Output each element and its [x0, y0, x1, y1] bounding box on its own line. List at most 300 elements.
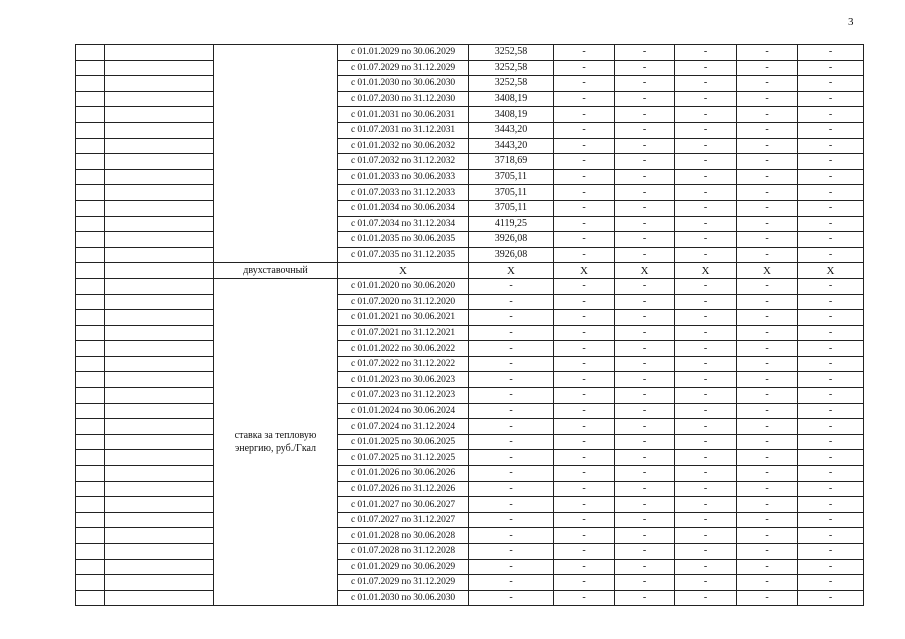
name-cell [105, 122, 214, 138]
dash-cell: - [737, 45, 798, 61]
dash-cell: - [615, 544, 675, 560]
value-cell: - [469, 403, 554, 419]
number-cell [76, 590, 105, 606]
dash-cell: - [798, 107, 864, 123]
dash-cell: - [737, 419, 798, 435]
dash-cell: - [615, 388, 675, 404]
dash-cell: - [675, 372, 737, 388]
dash-cell: - [798, 76, 864, 92]
value-cell: - [469, 325, 554, 341]
name-cell [105, 528, 214, 544]
dash-cell: - [554, 310, 615, 326]
dash-cell: - [737, 138, 798, 154]
dash-cell: - [737, 481, 798, 497]
dash-cell: - [798, 232, 864, 248]
dash-cell: - [675, 559, 737, 575]
value-cell: - [469, 528, 554, 544]
dash-cell: - [798, 154, 864, 170]
dash-cell: - [737, 122, 798, 138]
dash-cell: - [798, 512, 864, 528]
table-row [76, 403, 864, 419]
number-cell [76, 138, 105, 154]
name-cell [105, 91, 214, 107]
period-cell: с 01.07.2020 по 31.12.2020 [338, 294, 469, 310]
dash-cell: - [615, 528, 675, 544]
dash-cell: - [675, 356, 737, 372]
dash-cell: - [675, 185, 737, 201]
dash-cell: - [675, 575, 737, 591]
value-cell: - [469, 575, 554, 591]
dash-cell: - [615, 185, 675, 201]
table-row [76, 528, 864, 544]
dash-cell: - [675, 512, 737, 528]
dash-cell: - [737, 232, 798, 248]
dash-cell: - [798, 590, 864, 606]
dash-cell: - [615, 450, 675, 466]
value-cell: 3252,58 [469, 45, 554, 61]
period-cell: с 01.01.2028 по 30.06.2028 [338, 528, 469, 544]
dash-cell: - [675, 91, 737, 107]
dash-cell: - [798, 138, 864, 154]
number-cell [76, 294, 105, 310]
period-cell: с 01.07.2024 по 31.12.2024 [338, 419, 469, 435]
x-mark-cell: Х [554, 263, 615, 279]
dash-cell: - [554, 403, 615, 419]
number-cell [76, 310, 105, 326]
dash-cell: - [798, 185, 864, 201]
name-cell [105, 590, 214, 606]
period-cell: с 01.07.2031 по 31.12.2031 [338, 122, 469, 138]
dash-cell: - [675, 169, 737, 185]
name-cell [105, 185, 214, 201]
dash-cell: - [737, 466, 798, 482]
dash-cell: - [798, 450, 864, 466]
dash-cell: - [737, 278, 798, 294]
dash-cell: - [615, 434, 675, 450]
name-cell [105, 497, 214, 513]
name-cell [105, 434, 214, 450]
dash-cell: - [554, 91, 615, 107]
table-row [76, 247, 864, 263]
number-cell [76, 512, 105, 528]
period-cell: с 01.01.2030 по 30.06.2030 [338, 76, 469, 92]
x-mark-cell: Х [469, 263, 554, 279]
value-cell: - [469, 512, 554, 528]
dash-cell: - [554, 185, 615, 201]
number-cell [76, 403, 105, 419]
table-row [76, 388, 864, 404]
period-cell: с 01.01.2025 по 30.06.2025 [338, 434, 469, 450]
dash-cell: - [798, 91, 864, 107]
value-cell: 3408,19 [469, 91, 554, 107]
value-cell: 4119,25 [469, 216, 554, 232]
period-cell: с 01.01.2031 по 30.06.2031 [338, 107, 469, 123]
name-cell [105, 294, 214, 310]
table-row [76, 310, 864, 326]
period-cell: с 01.01.2033 по 30.06.2033 [338, 169, 469, 185]
period-cell: с 01.07.2029 по 31.12.2029 [338, 60, 469, 76]
table-row [76, 450, 864, 466]
dash-cell: - [554, 497, 615, 513]
dash-cell: - [737, 154, 798, 170]
dash-cell: - [675, 138, 737, 154]
dash-cell: - [615, 138, 675, 154]
rate-label-cell: ставка за тепловую энергию, руб./Гкал [214, 278, 338, 605]
dash-cell: - [675, 419, 737, 435]
name-cell [105, 419, 214, 435]
number-cell [76, 154, 105, 170]
x-mark-cell: Х [737, 263, 798, 279]
dash-cell: - [554, 356, 615, 372]
table-row [76, 372, 864, 388]
dash-cell: - [737, 434, 798, 450]
number-cell [76, 575, 105, 591]
dash-cell: - [675, 76, 737, 92]
dash-cell: - [675, 466, 737, 482]
period-cell: с 01.07.2028 по 31.12.2028 [338, 544, 469, 560]
number-cell [76, 388, 105, 404]
dash-cell: - [737, 590, 798, 606]
dash-cell: - [615, 200, 675, 216]
dash-cell: - [615, 154, 675, 170]
value-cell: 3718,69 [469, 154, 554, 170]
dash-cell: - [675, 434, 737, 450]
table-row [76, 278, 864, 294]
dash-cell: - [554, 590, 615, 606]
dash-cell: - [554, 138, 615, 154]
dash-cell: - [798, 200, 864, 216]
dash-cell: - [675, 45, 737, 61]
number-cell [76, 232, 105, 248]
dash-cell: - [798, 466, 864, 482]
value-cell: 3926,08 [469, 247, 554, 263]
period-cell: с 01.07.2035 по 31.12.2035 [338, 247, 469, 263]
dash-cell: - [554, 278, 615, 294]
dash-cell: - [798, 247, 864, 263]
period-cell: с 01.07.2034 по 31.12.2034 [338, 216, 469, 232]
dash-cell: - [737, 91, 798, 107]
dash-cell: - [798, 216, 864, 232]
name-cell [105, 388, 214, 404]
value-cell: 3443,20 [469, 122, 554, 138]
dash-cell: - [675, 590, 737, 606]
table-row [76, 294, 864, 310]
dash-cell: - [737, 403, 798, 419]
dash-cell: - [675, 60, 737, 76]
period-cell: с 01.01.2029 по 30.06.2029 [338, 45, 469, 61]
dash-cell: - [615, 278, 675, 294]
period-cell: с 01.07.2029 по 31.12.2029 [338, 575, 469, 591]
dash-cell: - [737, 76, 798, 92]
table-row [76, 200, 864, 216]
dash-cell: - [554, 481, 615, 497]
dash-cell: - [737, 372, 798, 388]
dash-cell: - [675, 107, 737, 123]
name-cell [105, 263, 214, 279]
number-cell [76, 60, 105, 76]
dash-cell: - [554, 232, 615, 248]
dash-cell: - [675, 481, 737, 497]
period-cell: с 01.07.2023 по 31.12.2023 [338, 388, 469, 404]
dash-cell: - [554, 466, 615, 482]
number-cell [76, 372, 105, 388]
dash-cell: - [554, 45, 615, 61]
table-row [76, 76, 864, 92]
value-cell: 3926,08 [469, 232, 554, 248]
value-cell: 3443,20 [469, 138, 554, 154]
name-cell [105, 247, 214, 263]
dash-cell: - [798, 575, 864, 591]
period-cell: с 01.01.2024 по 30.06.2024 [338, 403, 469, 419]
value-cell: - [469, 590, 554, 606]
dash-cell: - [675, 294, 737, 310]
value-cell: - [469, 294, 554, 310]
dash-cell: - [615, 294, 675, 310]
dash-cell: - [737, 544, 798, 560]
name-cell [105, 372, 214, 388]
dash-cell: - [554, 512, 615, 528]
table-row [76, 575, 864, 591]
table-row [76, 466, 864, 482]
dash-cell: - [675, 325, 737, 341]
value-cell: 3705,11 [469, 185, 554, 201]
dash-cell: - [554, 60, 615, 76]
name-cell [105, 154, 214, 170]
name-cell [105, 575, 214, 591]
tariff-table [75, 44, 864, 606]
dash-cell: - [615, 107, 675, 123]
table-row [76, 512, 864, 528]
number-cell [76, 528, 105, 544]
page-number: 3 [848, 16, 854, 28]
x-mark-cell: Х [675, 263, 737, 279]
dash-cell: - [554, 154, 615, 170]
table-row [76, 154, 864, 170]
dash-cell: - [798, 434, 864, 450]
dash-cell: - [798, 341, 864, 357]
dash-cell: - [798, 419, 864, 435]
name-cell [105, 512, 214, 528]
dash-cell: - [798, 481, 864, 497]
dash-cell: - [554, 169, 615, 185]
name-cell [105, 278, 214, 294]
period-cell: с 01.07.2030 по 31.12.2030 [338, 91, 469, 107]
dash-cell: - [737, 450, 798, 466]
dash-cell: - [675, 310, 737, 326]
name-cell [105, 169, 214, 185]
dash-cell: - [615, 247, 675, 263]
table-row [76, 590, 864, 606]
number-cell [76, 278, 105, 294]
value-cell: - [469, 310, 554, 326]
number-cell [76, 247, 105, 263]
dash-cell: - [798, 278, 864, 294]
dash-cell: - [675, 247, 737, 263]
name-cell [105, 544, 214, 560]
dash-cell: - [798, 559, 864, 575]
dash-cell: - [675, 450, 737, 466]
number-cell [76, 450, 105, 466]
dash-cell: - [798, 528, 864, 544]
dash-cell: - [798, 122, 864, 138]
dash-cell: - [675, 216, 737, 232]
dash-cell: - [798, 497, 864, 513]
dash-cell: - [737, 341, 798, 357]
value-cell: - [469, 497, 554, 513]
table-row [76, 356, 864, 372]
number-cell [76, 200, 105, 216]
dash-cell: - [737, 60, 798, 76]
two-part-label: двухставочный [214, 263, 338, 279]
dash-cell: - [737, 294, 798, 310]
dash-cell: - [798, 45, 864, 61]
dash-cell: - [675, 154, 737, 170]
dash-cell: - [615, 310, 675, 326]
name-cell [105, 341, 214, 357]
value-cell: - [469, 559, 554, 575]
value-cell: - [469, 341, 554, 357]
dash-cell: - [554, 294, 615, 310]
dash-cell: - [737, 356, 798, 372]
dash-cell: - [554, 575, 615, 591]
dash-cell: - [615, 590, 675, 606]
period-cell: с 01.01.2022 по 30.06.2022 [338, 341, 469, 357]
value-cell: - [469, 419, 554, 435]
value-cell: - [469, 372, 554, 388]
tariff-table-body [76, 45, 864, 606]
dash-cell: - [798, 372, 864, 388]
table-row [76, 138, 864, 154]
number-cell [76, 216, 105, 232]
dash-cell: - [737, 185, 798, 201]
dash-cell: - [554, 200, 615, 216]
value-cell: - [469, 544, 554, 560]
value-cell: 3705,11 [469, 169, 554, 185]
dash-cell: - [798, 356, 864, 372]
number-cell [76, 263, 105, 279]
value-cell: - [469, 388, 554, 404]
dash-cell: - [615, 169, 675, 185]
dash-cell: - [615, 232, 675, 248]
dash-cell: - [798, 388, 864, 404]
table-row [76, 481, 864, 497]
name-cell [105, 450, 214, 466]
dash-cell: - [798, 310, 864, 326]
number-cell [76, 356, 105, 372]
name-cell [105, 107, 214, 123]
name-cell [105, 403, 214, 419]
dash-cell: - [554, 528, 615, 544]
dash-cell: - [675, 403, 737, 419]
table-row [76, 419, 864, 435]
dash-cell: - [737, 575, 798, 591]
period-cell: с 01.01.2029 по 30.06.2029 [338, 559, 469, 575]
dash-cell: - [798, 294, 864, 310]
dash-cell: - [675, 200, 737, 216]
value-cell: 3252,58 [469, 60, 554, 76]
value-cell: - [469, 481, 554, 497]
number-cell [76, 559, 105, 575]
dash-cell: - [675, 341, 737, 357]
name-cell [105, 138, 214, 154]
value-cell: - [469, 356, 554, 372]
dash-cell: - [554, 388, 615, 404]
table-row [76, 60, 864, 76]
table-row [76, 107, 864, 123]
dash-cell: - [554, 247, 615, 263]
dash-cell: - [615, 481, 675, 497]
number-cell [76, 419, 105, 435]
period-cell: с 01.01.2027 по 30.06.2027 [338, 497, 469, 513]
table-row [76, 122, 864, 138]
dash-cell: - [554, 419, 615, 435]
number-cell [76, 169, 105, 185]
name-cell [105, 325, 214, 341]
dash-cell: - [737, 247, 798, 263]
dash-cell: - [675, 497, 737, 513]
dash-cell: - [615, 575, 675, 591]
table-row [76, 341, 864, 357]
period-cell: с 01.01.2026 по 30.06.2026 [338, 466, 469, 482]
period-cell: с 01.01.2023 по 30.06.2023 [338, 372, 469, 388]
number-cell [76, 341, 105, 357]
dash-cell: - [554, 122, 615, 138]
dash-cell: - [615, 76, 675, 92]
dash-cell: - [798, 325, 864, 341]
two-part-row [76, 263, 864, 279]
x-mark-cell: Х [338, 263, 469, 279]
table-row [76, 434, 864, 450]
dash-cell: - [675, 122, 737, 138]
number-cell [76, 325, 105, 341]
name-cell [105, 45, 214, 61]
x-mark-cell: Х [798, 263, 864, 279]
dash-cell: - [615, 45, 675, 61]
dash-cell: - [737, 388, 798, 404]
dash-cell: - [737, 325, 798, 341]
name-cell [105, 200, 214, 216]
dash-cell: - [798, 60, 864, 76]
dash-cell: - [615, 512, 675, 528]
dash-cell: - [615, 466, 675, 482]
table-row [76, 185, 864, 201]
value-cell: 3705,11 [469, 200, 554, 216]
period-cell: с 01.01.2030 по 30.06.2030 [338, 590, 469, 606]
name-cell [105, 232, 214, 248]
period-cell: с 01.01.2021 по 30.06.2021 [338, 310, 469, 326]
dash-cell: - [615, 419, 675, 435]
name-cell [105, 216, 214, 232]
dash-cell: - [737, 200, 798, 216]
table-row [76, 559, 864, 575]
table-row [76, 497, 864, 513]
value-cell: 3252,58 [469, 76, 554, 92]
table-row [76, 169, 864, 185]
number-cell [76, 481, 105, 497]
indicator-cell [214, 45, 338, 263]
dash-cell: - [554, 450, 615, 466]
number-cell [76, 107, 105, 123]
name-cell [105, 60, 214, 76]
table-row [76, 232, 864, 248]
dash-cell: - [554, 559, 615, 575]
number-cell [76, 434, 105, 450]
number-cell [76, 122, 105, 138]
dash-cell: - [737, 310, 798, 326]
dash-cell: - [615, 372, 675, 388]
dash-cell: - [675, 232, 737, 248]
period-cell: с 01.07.2027 по 31.12.2027 [338, 512, 469, 528]
